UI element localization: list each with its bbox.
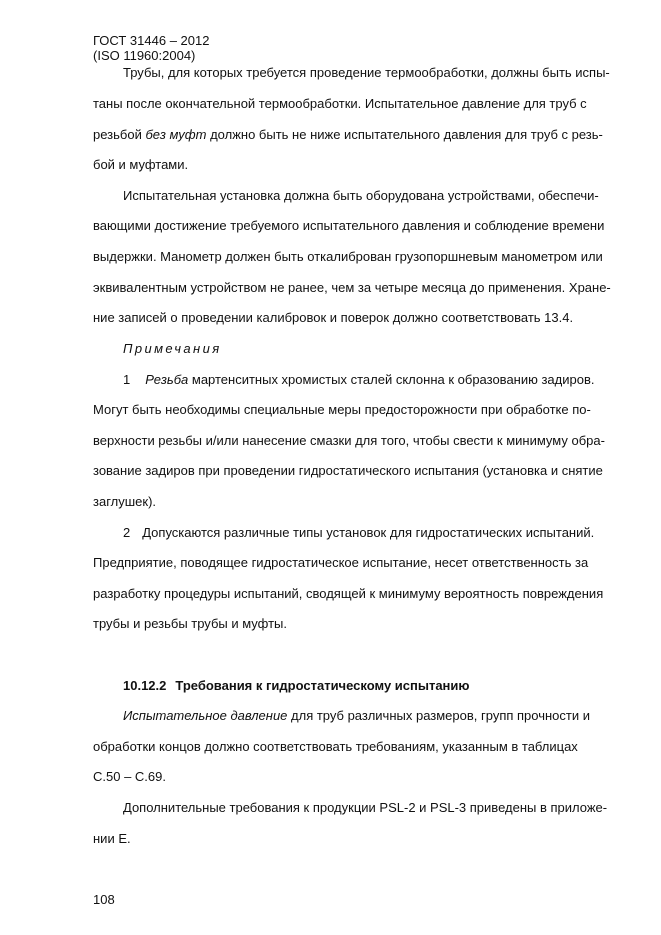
note1-number: 1 <box>123 372 131 387</box>
para3-line3: С.50 – С.69. <box>93 769 166 784</box>
para1-line1: Трубы, для которых требуется проведение термообработки, должны быть испы- <box>123 65 610 80</box>
para1-line4: бой и муфтами. <box>93 157 189 172</box>
note2-line2: Предприятие, поводящее гидростатическое испытание, несет ответственность за <box>93 555 589 570</box>
para1-line2: таны после окончательной термообработки. Испытательное давление для труб с <box>93 96 587 111</box>
note1-line3: верхности резьбы и/или нанесение смазки для того, чтобы свести к минимуму обра- <box>93 433 605 448</box>
para4-line1: Дополнительные требования к продукции PSL-2 и PSL-3 приведены в приложе- <box>123 800 608 815</box>
note1-line5: заглушек). <box>93 494 157 509</box>
note2-line1-rest: Допускаются различные типы установок для гидростатических испытаний. <box>142 525 595 540</box>
note1-line4: зование задиров при проведении гидростатического испытания (установка и снятие <box>93 463 603 478</box>
para3-line1 <box>123 708 590 723</box>
note1-line1 <box>123 372 595 387</box>
section-heading <box>123 678 470 693</box>
note1-emphasis: Резьба <box>145 372 189 387</box>
para3-line2: обработки концов должно соответствовать требованиям, указанным в таблицах <box>93 739 578 754</box>
para2-line5: ние записей о проведении калибровок и поверок должно соответствовать 13.4. <box>93 310 574 325</box>
section-title: Требования к гидростатическому испытанию <box>175 678 470 693</box>
para2-line4: эквивалентным устройством не ранее, чем за четыре месяца до применения. Хране- <box>93 280 611 295</box>
para1-line3-post: должно быть не ниже испытательного давления для труб с резь- <box>206 127 603 142</box>
para2-line3: выдержки. Манометр должен быть откалиброван грузопоршневым манометром или <box>93 249 603 264</box>
notes-title: Примечания <box>123 341 222 356</box>
standard-designation: ГОСТ 31446 – 2012 <box>93 33 210 48</box>
iso-designation: (ISO 11960:2004) <box>93 48 196 63</box>
para3-emphasis: Испытательное давление <box>123 708 288 723</box>
note2-line4: трубы и резьбы трубы и муфты. <box>93 616 287 631</box>
para1-line3-emphasis: без муфт <box>145 127 207 142</box>
para4-line2: нии Е. <box>93 831 131 846</box>
section-number: 10.12.2 <box>123 678 167 693</box>
note2-line3: разработку процедуры испытаний, сводящей к минимуму вероятность повреждения <box>93 586 604 601</box>
para1-line3 <box>93 127 603 142</box>
para2-line2: вающими достижение требуемого испытательного давления и соблюдение времени <box>93 218 605 233</box>
para3-line1-rest: для труб различных размеров, групп прочности и <box>287 708 590 723</box>
note2-number: 2 <box>123 525 131 540</box>
note2-line1 <box>123 525 594 540</box>
note1-line1-rest: мартенситных хромистых сталей склонна к образованию задиров. <box>188 372 595 387</box>
page-number: 108 <box>93 892 115 907</box>
note1-line2: Могут быть необходимы специальные меры предосторожности при обработке по- <box>93 402 591 417</box>
para2-line1: Испытательная установка должна быть оборудована устройствами, обеспечи- <box>123 188 599 203</box>
para1-line3-pre: резьбой <box>93 127 146 142</box>
